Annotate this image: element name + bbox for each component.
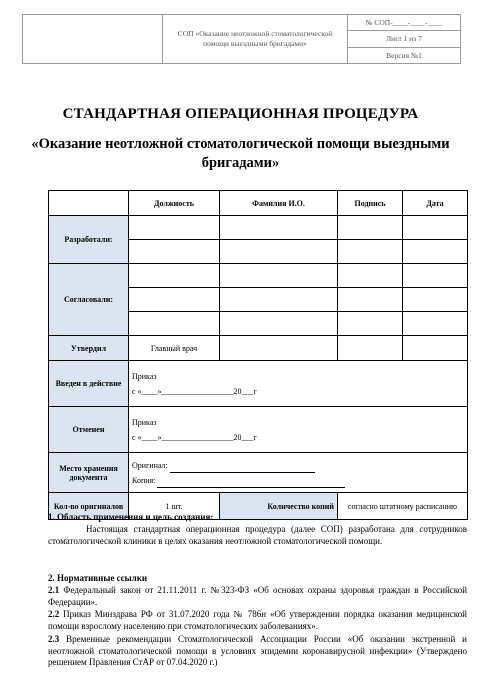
col-date: Дата [403,191,468,216]
header-blank-cell [23,15,163,64]
copy-label: Копия: [132,475,156,485]
approved-cell[interactable] [403,336,468,361]
agreed-cell[interactable] [129,288,220,312]
agreed-cell[interactable] [338,312,403,336]
cancelled-order-cell [129,407,468,453]
originals-count-label: Кол-во оригиналов [49,493,129,520]
section-2-title: 2. Нормативные ссылки [48,573,148,583]
enacted-date-line[interactable]: с «____»__________________20___г [132,386,257,396]
agreed-cell[interactable] [220,264,338,288]
reference-2-1-text: Федеральный закон от 21.11.2011 г. №323-ФЗ «Об основах охраны здоровья граждан в Российской Федерации». [48,585,468,607]
header-sheet: Лист 1 из 7 [348,31,461,47]
developed-cell[interactable] [403,240,468,264]
original-line[interactable] [170,464,315,473]
developed-cell[interactable] [338,240,403,264]
document-header [22,14,461,64]
copies-count-value: согласно штатному расписанию [338,493,468,520]
document-title: СТАНДАРТНАЯ ОПЕРАЦИОННАЯ ПРОЦЕДУРА [62,106,419,122]
section-1-title: 1. Область применения и цель создания: [48,512,214,522]
header-version: Версия №1 [348,47,461,63]
agreed-label: Согласовали: [49,264,129,336]
enacted-order-cell [129,361,468,407]
originals-count-value: 1 шт. [129,493,220,520]
cancelled-order-text: Приказ [132,417,157,427]
section-1-text: Настоящая стандартная операционная процедура (далее СОП) разработана для сотрудников стоматологической клиники в целях оказания неотложной стоматологической помощи. [48,524,467,546]
approved-cell[interactable] [338,336,403,361]
agreed-cell[interactable] [129,264,220,288]
document-subtitle: «Оказание неотложной стоматологической помощи выездными бригадами» [31,136,450,171]
approved-cell[interactable] [220,336,338,361]
cancelled-label: Отменен [49,407,129,453]
approved-position: Главный врач [129,336,220,361]
reference-2-2 [48,609,467,632]
storage-cell [129,453,468,493]
col-position: Должность [129,191,220,216]
col-signature: Подпись [338,191,403,216]
reference-2-1-num: 2.1 [48,585,60,595]
agreed-cell[interactable] [403,264,468,288]
copy-line[interactable] [157,479,345,488]
agreed-cell[interactable] [403,288,468,312]
enacted-label: Введен в действие [49,361,129,407]
developed-cell[interactable] [403,216,468,240]
copies-count-label: Количество копий [220,493,338,520]
developed-cell[interactable] [338,216,403,240]
agreed-cell[interactable] [338,288,403,312]
approval-table [48,190,468,520]
reference-2-3-text: Временные рекомендации Стоматологической Ассоциации России «Об оказании экстренной и неотложной стоматологической помощи в условиях эпидемии коронавирусной инфекции» (Утверждено решением Правления СтАР от 07.04.2020 г.) [48,634,468,667]
reference-2-1 [48,585,467,608]
agreed-cell[interactable] [129,312,220,336]
developed-label: Разработали: [49,216,129,264]
agreed-cell[interactable] [220,312,338,336]
developed-cell[interactable] [220,240,338,264]
agreed-cell[interactable] [220,288,338,312]
reference-2-3-num: 2.3 [48,634,60,644]
original-label: Оригинал: [132,460,168,470]
col-name: Фамилия И.О. [220,191,338,216]
reference-2-3 [48,634,467,669]
header-empty-cell [49,191,129,216]
developed-cell[interactable] [129,216,220,240]
header-title: СОП «Оказание неотложной стоматологической помощи выездными бригадами» [163,15,348,64]
reference-2-2-text: Приказ Минздрава РФ от 31.07.2020 года № 786н «Об утверждении порядка оказания медицинской помощи взрослому населению при стоматологических заболеваниях». [48,609,468,631]
agreed-cell[interactable] [338,264,403,288]
reference-2-2-num: 2.2 [48,609,60,619]
developed-cell[interactable] [129,240,220,264]
enacted-order-text: Приказ [132,371,157,381]
approved-label: Утвердил [49,336,129,361]
cancelled-date-line[interactable]: с «____»__________________20___г [132,432,257,442]
storage-label: Место хранения документа [49,453,129,493]
agreed-cell[interactable] [403,312,468,336]
header-number: № СОП-____-____-____ [348,15,461,31]
developed-cell[interactable] [220,216,338,240]
